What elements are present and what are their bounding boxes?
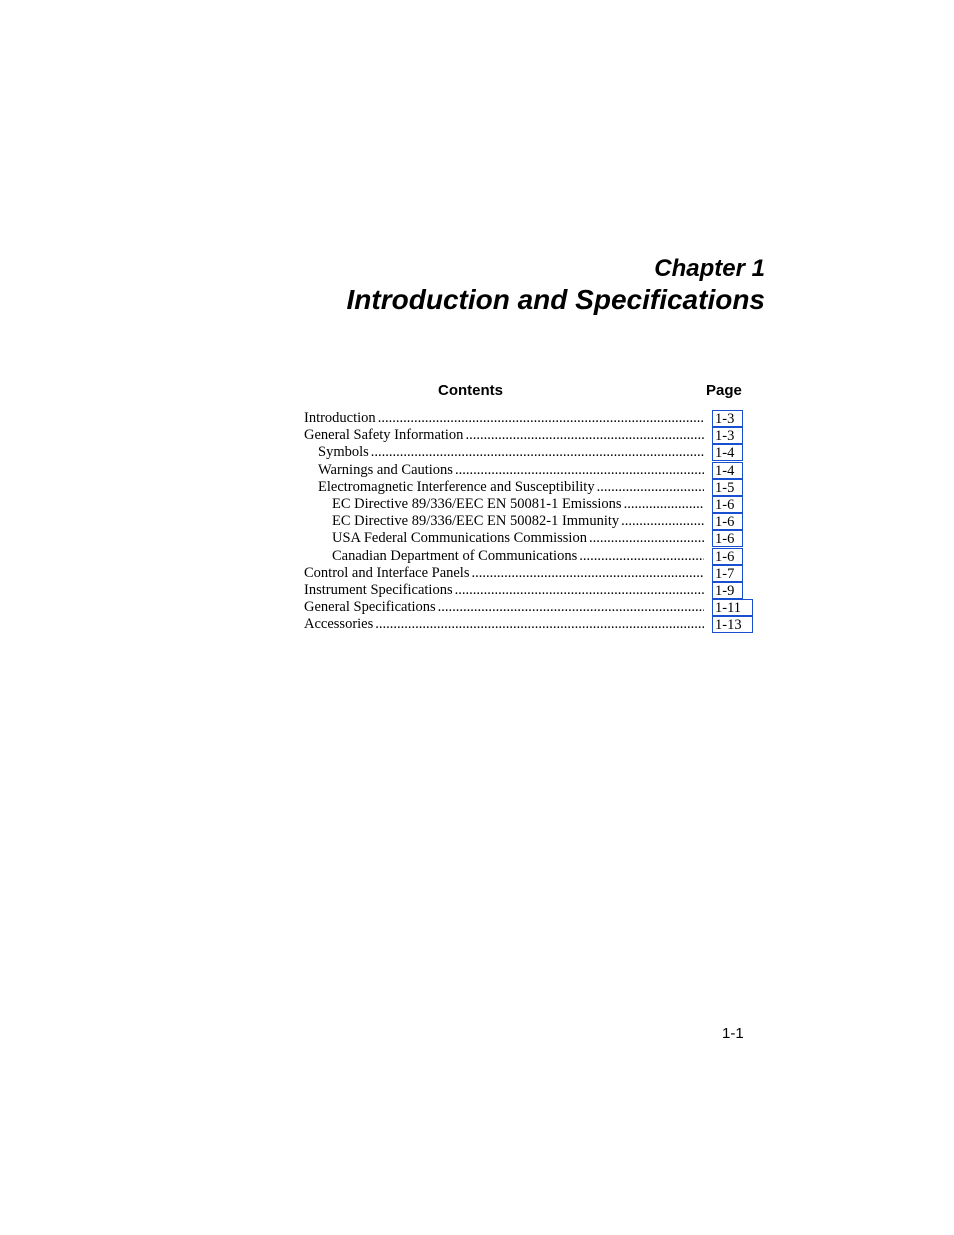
toc-row (304, 410, 754, 427)
toc-leader-dots (438, 599, 704, 616)
toc-row (304, 496, 754, 513)
toc-row (304, 582, 754, 599)
table-of-contents (304, 410, 754, 633)
toc-page-link[interactable]: 1-7 (712, 565, 743, 582)
toc-entry (304, 427, 704, 444)
toc-leader-dots (621, 513, 704, 530)
toc-entry-title: Accessories (304, 616, 374, 633)
page-column-heading: Page (706, 382, 742, 399)
page-number: 1-1 (722, 1025, 744, 1042)
toc-row (304, 530, 754, 547)
toc-page-link[interactable]: 1-6 (712, 513, 743, 530)
toc-leader-dots (471, 565, 704, 582)
toc-entry (304, 410, 704, 427)
toc-entry (304, 616, 704, 633)
toc-row (304, 462, 754, 479)
contents-heading: Contents (438, 382, 503, 399)
toc-entry-title: Introduction (304, 410, 376, 426)
toc-entry-title: Canadian Department of Communications (332, 547, 578, 564)
toc-entry (332, 548, 704, 565)
toc-page-link[interactable]: 1-3 (712, 410, 743, 427)
toc-page-link[interactable]: 1-9 (712, 582, 743, 599)
toc-entry (332, 496, 704, 513)
toc-page-link[interactable]: 1-6 (712, 530, 743, 547)
toc-page-link[interactable]: 1-3 (712, 427, 743, 444)
toc-entry-title: General Specifications (304, 599, 436, 616)
toc-entry (304, 582, 704, 599)
chapter-label: Chapter 1 (654, 255, 765, 282)
toc-row (304, 565, 754, 582)
toc-page-link[interactable]: 1-13 (712, 616, 753, 633)
toc-row (304, 548, 754, 565)
toc-row (304, 616, 754, 633)
toc-entry (332, 513, 704, 530)
toc-entry (318, 444, 704, 461)
toc-page-link[interactable]: 1-4 (712, 444, 743, 461)
toc-row (304, 479, 754, 496)
toc-entry (332, 530, 704, 547)
toc-entry-title: USA Federal Communications Commission (332, 530, 587, 547)
toc-entry (318, 479, 704, 496)
toc-entry (318, 462, 704, 479)
toc-row (304, 427, 754, 444)
toc-row (304, 513, 754, 530)
toc-entry-title: Warnings and Cautions (318, 461, 453, 478)
toc-leader-dots (375, 616, 704, 633)
toc-leader-dots (378, 410, 704, 427)
toc-page-link[interactable]: 1-5 (712, 479, 743, 496)
toc-leader-dots (624, 496, 704, 513)
toc-entry-title: EC Directive 89/336/EEC EN 50081-1 Emissions (332, 495, 622, 512)
toc-leader-dots (589, 530, 704, 547)
toc-page-link[interactable]: 1-11 (712, 599, 753, 616)
toc-entry-title: Control and Interface Panels (304, 564, 470, 581)
toc-leader-dots (371, 444, 704, 461)
toc-page-link[interactable]: 1-6 (712, 496, 743, 513)
toc-entry (304, 565, 704, 582)
toc-entry (304, 599, 704, 616)
toc-leader-dots (455, 582, 704, 599)
toc-entry-title: Instrument Specifications (304, 581, 453, 598)
toc-page-link[interactable]: 1-6 (712, 548, 743, 565)
toc-entry-title: General Safety Information (304, 427, 464, 444)
toc-row (304, 444, 754, 461)
toc-entry-title: Electromagnetic Interference and Susceptibility (318, 478, 595, 495)
toc-page-link[interactable]: 1-4 (712, 462, 743, 479)
toc-leader-dots (455, 462, 704, 479)
toc-row (304, 599, 754, 616)
toc-entry-title: Symbols (318, 444, 369, 461)
chapter-title: Introduction and Specifications (346, 284, 765, 315)
toc-leader-dots (579, 548, 704, 565)
toc-entry-title: EC Directive 89/336/EEC EN 50082-1 Immunity (332, 513, 620, 530)
toc-leader-dots (597, 479, 704, 496)
toc-leader-dots (465, 427, 704, 444)
